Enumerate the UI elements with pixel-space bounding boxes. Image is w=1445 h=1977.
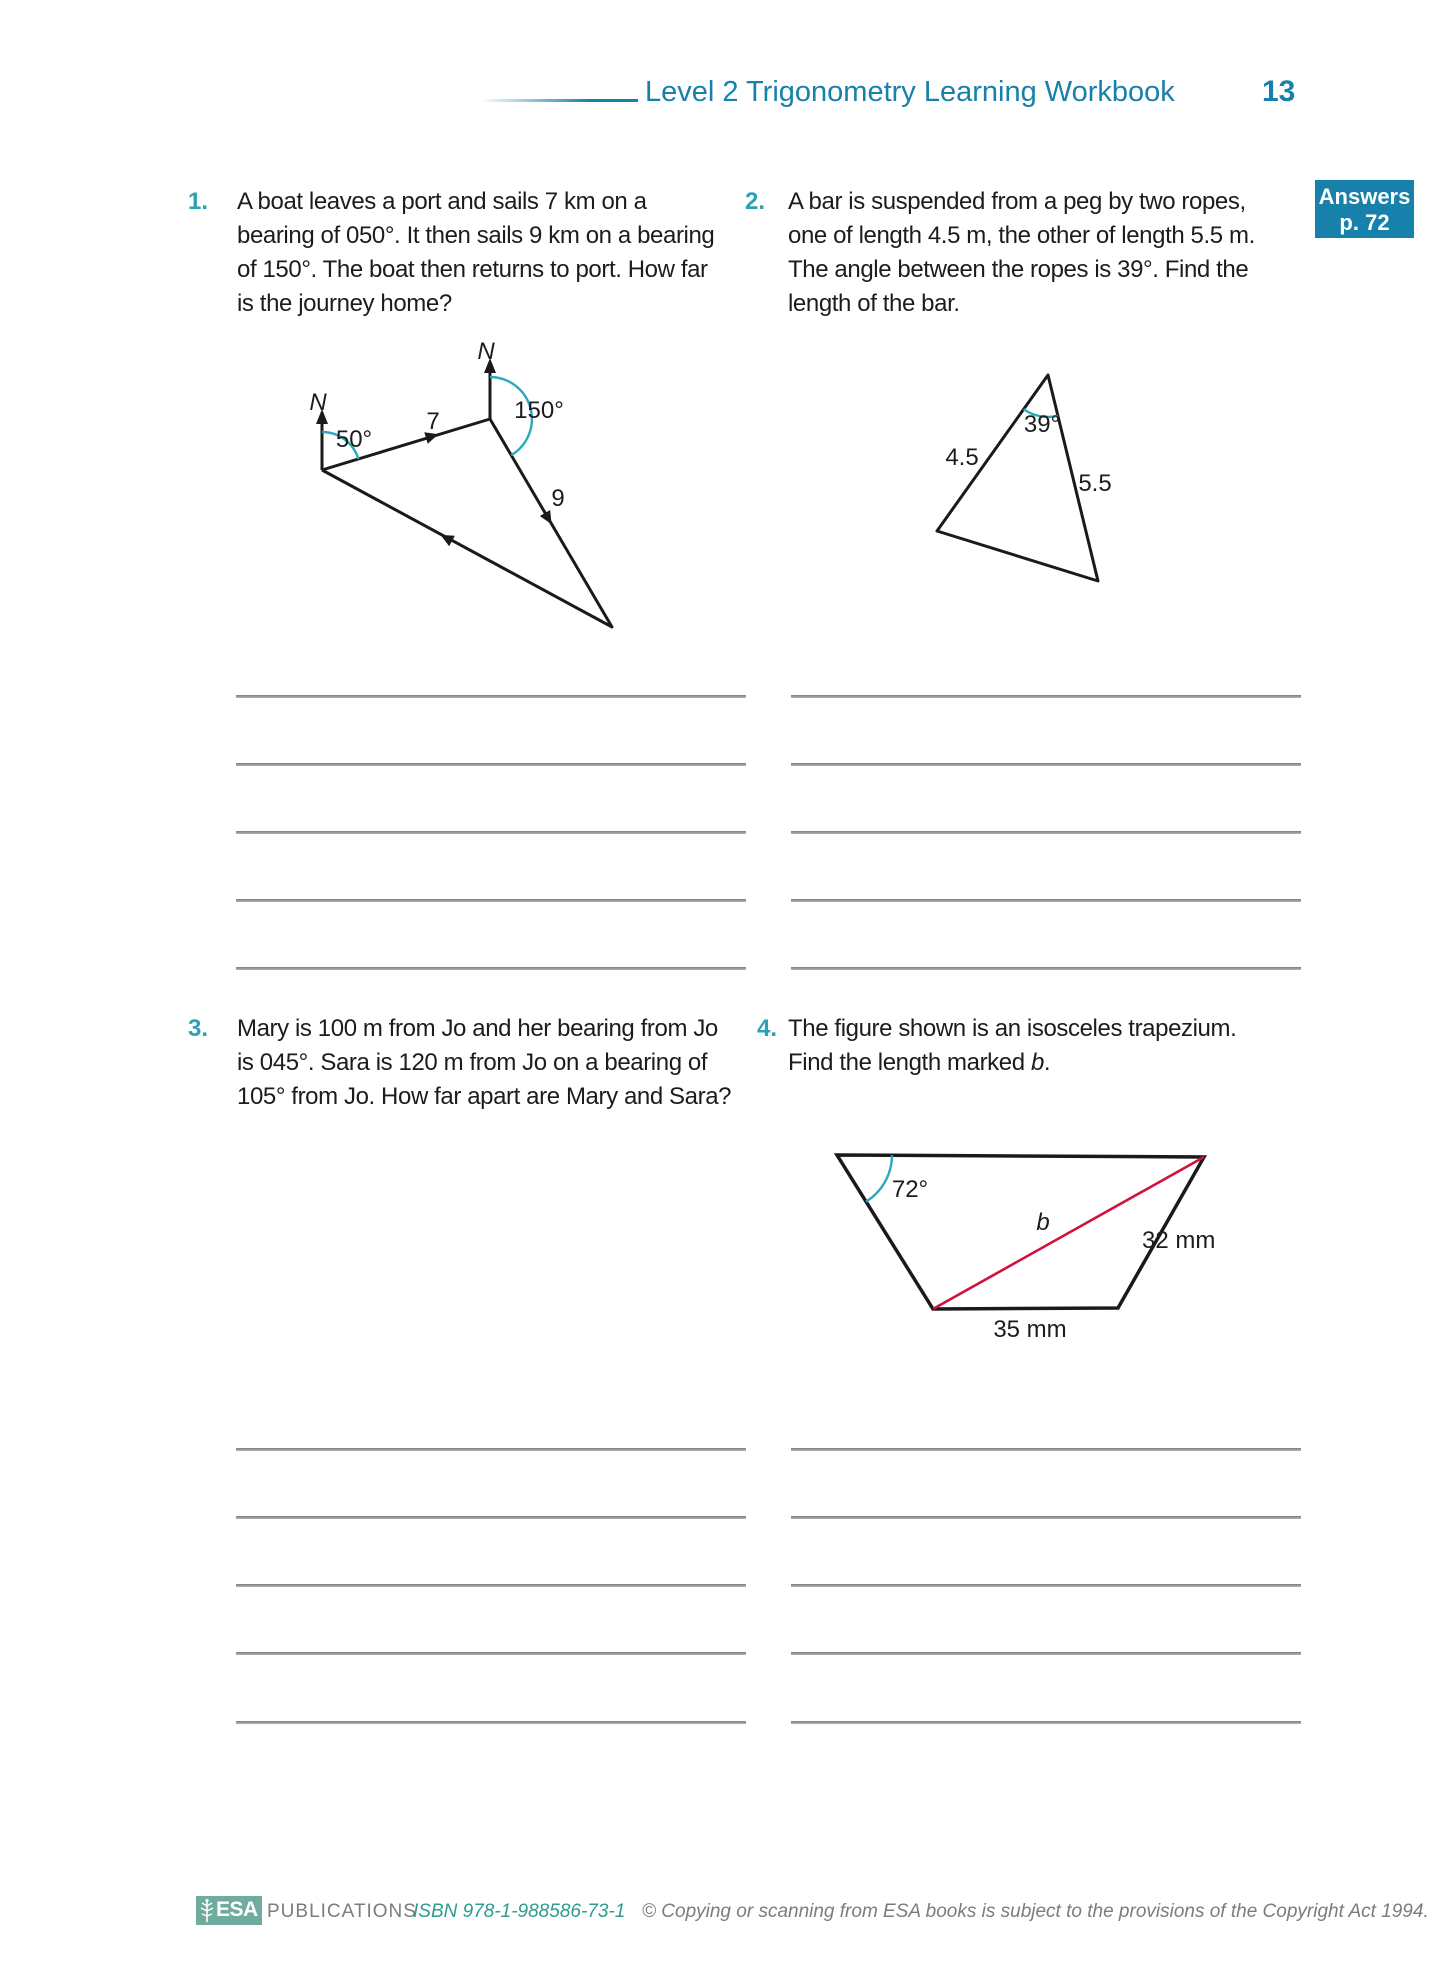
side-bottom-label: 35 mm bbox=[993, 1316, 1067, 1343]
header-rule bbox=[480, 99, 638, 102]
north-label-turn: N bbox=[477, 338, 495, 365]
answer-line bbox=[791, 967, 1301, 970]
question-1-line-3: of 150°. The boat then returns to port. How far bbox=[237, 256, 708, 283]
diagonal-label-b: b bbox=[1036, 1209, 1050, 1236]
isbn-text: ISBN 978-1-988586-73-1 bbox=[413, 1901, 626, 1922]
answer-line bbox=[236, 1584, 746, 1587]
trapezium-diagram bbox=[820, 1140, 1250, 1360]
question-4-line-2: Find the length marked b. bbox=[788, 1049, 1051, 1076]
ropes-triangle-diagram bbox=[900, 350, 1160, 610]
question-4-number: 4. bbox=[757, 1015, 778, 1042]
answer-line bbox=[236, 1652, 746, 1655]
ropes-triangle bbox=[937, 375, 1098, 581]
answer-line bbox=[791, 1584, 1301, 1587]
answer-line bbox=[236, 695, 746, 698]
leg1-label: 7 bbox=[426, 408, 440, 435]
page-title: Level 2 Trigonometry Learning Workbook bbox=[645, 76, 1175, 108]
question-1-number: 1. bbox=[188, 188, 209, 215]
question-2-line-4: length of the bar. bbox=[788, 290, 960, 317]
answer-line bbox=[236, 763, 746, 766]
answers-badge-label: Answers bbox=[1318, 184, 1411, 209]
boat-bearing-diagram bbox=[240, 330, 660, 660]
answer-line bbox=[791, 695, 1301, 698]
north-label-port: N bbox=[309, 389, 327, 416]
question-2-text bbox=[788, 185, 1255, 321]
return-arrowhead-icon bbox=[438, 530, 455, 547]
answer-line bbox=[791, 763, 1301, 766]
answer-line bbox=[236, 1721, 746, 1724]
question-3-line-2: is 045°. Sara is 120 m from Jo on a bearing of bbox=[237, 1049, 708, 1076]
angle-arc-72 bbox=[866, 1155, 892, 1201]
variable-b: b bbox=[1030, 1049, 1044, 1076]
angle-label-72: 72° bbox=[891, 1176, 929, 1203]
leg2-label: 9 bbox=[551, 485, 565, 512]
question-1-line-4: is the journey home? bbox=[237, 290, 452, 317]
answer-line bbox=[236, 1448, 746, 1451]
question-1-line-1: A boat leaves a port and sails 7 km on a bbox=[237, 188, 647, 215]
question-3-number: 3. bbox=[188, 1015, 209, 1042]
answer-line bbox=[791, 1652, 1301, 1655]
angle-label-150: 150° bbox=[514, 397, 564, 424]
question-4-text bbox=[788, 1012, 1236, 1080]
question-2-number: 2. bbox=[745, 188, 766, 215]
question-3-text bbox=[237, 1012, 731, 1114]
answer-line bbox=[791, 899, 1301, 902]
question-2-line-2: one of length 4.5 m, the other of length 5.5 m. bbox=[788, 222, 1255, 249]
rope-right-label: 5.5 bbox=[1078, 470, 1112, 497]
answer-line bbox=[791, 831, 1301, 834]
answer-line bbox=[791, 1448, 1301, 1451]
answers-badge bbox=[1315, 180, 1414, 238]
question-3-line-3: 105° from Jo. How far apart are Mary and Sara? bbox=[237, 1083, 732, 1110]
tree-icon bbox=[197, 1896, 217, 1925]
side-right-label: 32 mm bbox=[1142, 1227, 1216, 1254]
answer-line bbox=[236, 831, 746, 834]
answer-line bbox=[791, 1516, 1301, 1519]
question-2-line-1: A bar is suspended from a peg by two ropes, bbox=[788, 188, 1246, 215]
question-1-line-2: bearing of 050°. It then sails 9 km on a bearing bbox=[237, 222, 715, 249]
leg2-arrowhead-icon bbox=[540, 510, 557, 527]
rope-left-label: 4.5 bbox=[945, 444, 979, 471]
question-1-text bbox=[237, 185, 714, 321]
esa-logo-text: ESA bbox=[216, 1898, 258, 1921]
question-2-line-3: The angle between the ropes is 39°. Find the bbox=[788, 256, 1249, 283]
copyright-text: © Copying or scanning from ESA books is subject to the provisions of the Copyright Act 1994. bbox=[642, 1901, 1429, 1922]
answer-line bbox=[236, 967, 746, 970]
answers-badge-page: p. 72 bbox=[1339, 210, 1390, 235]
angle-label-39: 39° bbox=[1023, 411, 1061, 438]
question-3-line-1: Mary is 100 m from Jo and her bearing from Jo bbox=[237, 1015, 718, 1042]
esa-logo bbox=[196, 1896, 262, 1925]
angle-label-50: 50° bbox=[335, 426, 373, 453]
answer-line bbox=[791, 1721, 1301, 1724]
question-4-line-1: The figure shown is an isosceles trapezium. bbox=[788, 1015, 1237, 1042]
page-number: 13 bbox=[1262, 75, 1296, 108]
answer-line bbox=[236, 899, 746, 902]
publications-label: PUBLICATIONS bbox=[267, 1901, 417, 1922]
answer-line bbox=[236, 1516, 746, 1519]
